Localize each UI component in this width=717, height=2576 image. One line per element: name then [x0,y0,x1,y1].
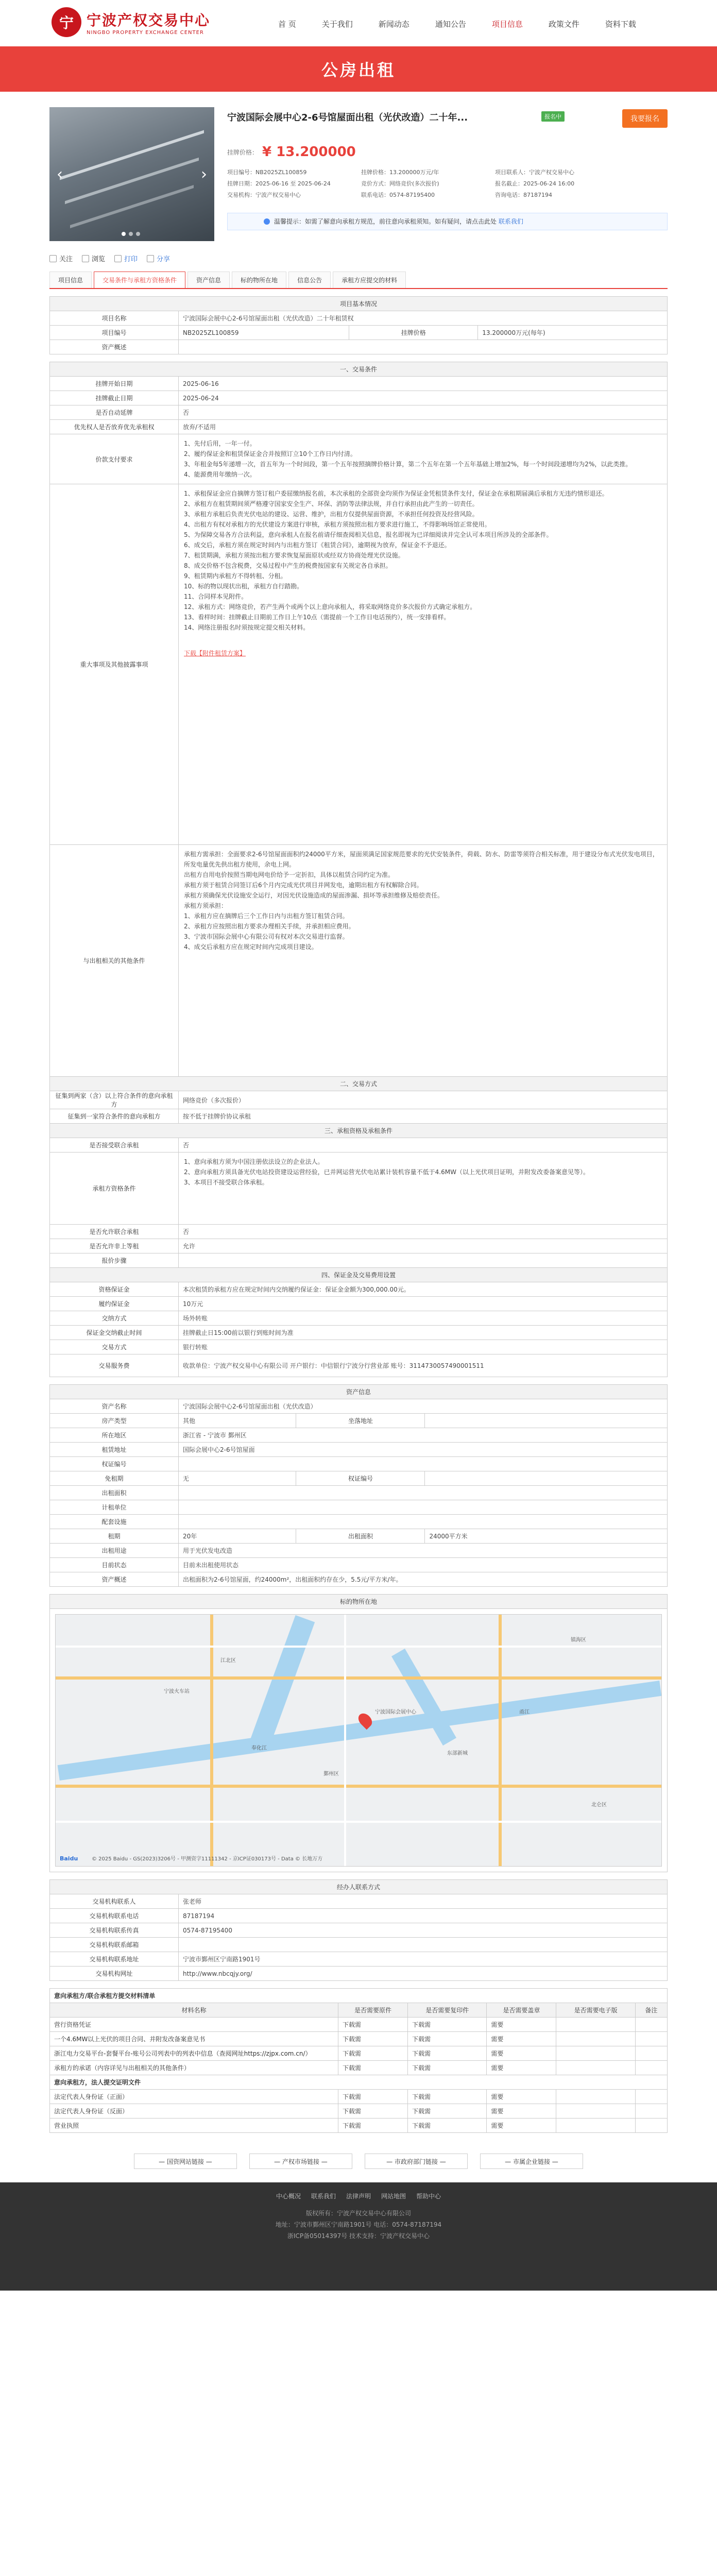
footer-link[interactable]: 帮助中心 [416,2193,441,2200]
nav-download[interactable]: 资料下载 [605,20,636,29]
star-icon [49,255,57,262]
table-row [50,2119,668,2133]
field-value [179,1938,668,1952]
apply-button[interactable]: 我要报名 [622,109,668,128]
field-label: 权证编号 [50,1457,179,1471]
cell: 下载需 [338,2018,408,2032]
photo-gallery[interactable] [49,107,214,241]
field-label: 报价步骤 [50,1253,179,1268]
road [210,1615,213,1867]
field-label: 挂牌价格 [349,326,478,340]
text-line: 5、为保障交易各方合法利益，意向承租人在报名前请仔细查阅相关信息，报名即视为已详细阅读并完全认可本项目所涉及的全部条件。 [184,531,553,538]
road [499,1615,502,1867]
gallery-dot[interactable] [136,232,140,236]
cell [556,2032,635,2046]
field-value[interactable]: http://www.nbcqjy.org/ [179,1967,668,1981]
field-value [179,1515,668,1529]
cell: 下载需 [338,2046,408,2061]
field-label: 资格保证金 [50,1282,179,1297]
map-label: 镇海区 [571,1637,586,1643]
field-value: 银行转账 [179,1340,668,1354]
field-value: 张老师 [179,1894,668,1909]
print-label: 打印 [124,256,138,263]
field-value: 24000平方米 [425,1529,668,1544]
info-icon [264,218,270,225]
basic-info-table [49,296,668,354]
field-label: 承租方资格条件 [50,1153,179,1225]
field-label: 与出租相关的其他条件 [50,845,179,1077]
field-value: 2025-06-16 [179,377,668,391]
notice-bar [227,213,668,230]
nav-about[interactable]: 关于我们 [321,20,353,29]
table-row [50,2090,668,2104]
field-label: 征集到一家符合条件的意向承租方 [50,1109,179,1124]
cell: 浙江电力交易平台-套餐平台-账号公司列表中的列表中信息（查阅网址https://zjpx.com.cn/） [50,2046,338,2061]
meta-item: 挂牌价格：13.200000万元/年 [361,169,439,176]
field-value: 收款单位：宁波产权交易中心有限公司 开户银行：中信银行宁波分行营业部 账号：3114730057490001511 [179,1354,668,1377]
meta-item: 挂牌日期：2025-06-16 至 2025-06-24 [227,180,331,187]
text-line: 承租方须于租赁合同签订后6个月内完成光伏项目并网发电，逾期出租方有权解除合同。 [184,882,423,889]
cell: 下载需 [408,2104,487,2119]
meta-item: 竞价方式：网络竞价(多次报价) [361,180,439,187]
cell [635,2046,667,2061]
text-line: 3、年租金每5年递增一次，首五年为一个时间段，第一个五年按照摘牌价格计算，第二个五年在第一个五年基础上增加2%，每一个时间段递增均为2%，以此类推。 [184,461,632,468]
main-nav [278,19,662,29]
nav-home[interactable]: 首 页 [278,20,296,29]
location-table [49,1594,668,1872]
column-header: 备注 [635,2003,667,2018]
section-title: 一、交易条件 [50,362,668,377]
logo-title: 宁波产权交易中心 [87,11,211,29]
cell: 营业执照 [50,2119,338,2133]
project-info [227,107,668,199]
view-label: 浏览 [92,256,106,263]
section-title: 资产信息 [50,1385,668,1399]
follow-button[interactable] [49,253,73,263]
cell: 需要 [487,2104,556,2119]
gallery-next-icon[interactable]: › [201,165,207,183]
cell: 法定代表人身份证（正面） [50,2090,338,2104]
field-value: 20年 [179,1529,296,1544]
text-line: 3、宁波市国际会展中心有限公司有权对本次交易进行监督。 [184,933,349,940]
field-value: 2025-06-24 [179,391,668,405]
gallery-dots [122,232,143,236]
cell: 下载需 [338,2032,408,2046]
field-label: 资产概述 [50,340,179,354]
location-map[interactable] [55,1614,662,1867]
qualification-text [179,1153,668,1225]
cell [635,2119,667,2133]
field-value: 否 [179,1225,668,1239]
tab-location[interactable]: 标的物所在地 [232,272,286,288]
nav-policy[interactable]: 政策文件 [548,20,579,29]
road [344,1615,346,1867]
road [56,1676,662,1680]
map-label: 宁波火车站 [164,1689,190,1694]
status-badge: 报名中 [541,111,565,122]
nav-news[interactable]: 新闻动态 [378,20,409,29]
cell: 下载需 [338,2061,408,2075]
column-header: 是否需要盖章 [487,2003,556,2018]
view-button[interactable] [82,253,105,263]
meta-item: 交易机构：宁波产权交易中心 [227,192,301,198]
field-value: 0574-87195400 [179,1923,668,1938]
field-value: 国际会展中心2-6号馆屋面 [179,1443,668,1457]
logo-mark-icon: 宁 [52,7,81,37]
map-copyright: © 2025 Baidu - GS(2023)3206号 - 甲测资字11111342 - 京ICP证030173号 - Data © 长地万方 [92,1856,323,1862]
logo-subtitle: NINGBO PROPERTY EXCHANGE CENTER [87,29,204,36]
map-provider-logo: Baidu [60,1855,78,1862]
text-line: 2、意向承租方须具备光伏电站投资建设运营经验，已并网运营光伏电站累计装机容量不低于4.6MW（以上光伏项目证明，并附发改委备案意见等）。 [184,1168,589,1176]
field-label: 交易方式 [50,1340,179,1354]
field-value [179,1457,668,1471]
field-value: NB2025ZL100859 [179,326,349,340]
tab-announcement[interactable]: 信息公告 [288,272,331,288]
field-value: 场外转账 [179,1311,668,1326]
field-label: 计租单位 [50,1500,179,1515]
field-label: 房产类型 [50,1414,179,1428]
cell: 下载需 [408,2046,487,2061]
field-label: 免租期 [50,1471,179,1486]
field-label: 重大事项及其他披露事项 [50,484,179,845]
map-label: 北仑区 [591,1802,607,1808]
field-label: 交易机构联系电话 [50,1909,179,1923]
market-links-select[interactable]: — 产权市场链接 — [249,2154,352,2169]
map-label: 江北区 [220,1658,236,1664]
field-label: 优先权人是否放弃优先承租权 [50,420,179,434]
map-label: 奉化江 [251,1745,267,1751]
action-bar [49,253,668,263]
share-label: 分享 [157,256,170,263]
cell [635,2061,667,2075]
cell: 需要 [487,2119,556,2133]
text-line: 4、出租方有权对承租方的光伏建设方案进行审核，承租方须按照出租方要求进行施工，不得影响场馆正常使用。 [184,521,491,528]
field-value: 出租面积为2-6号馆屋面，约24000m²，出租面积约存在少，5.5元/平方米/年。 [179,1572,668,1587]
text-line: 1、意向承租方须为中国注册依法设立的企业法人。 [184,1158,324,1165]
road [56,1821,662,1823]
cell: 需要 [487,2032,556,2046]
cell: 下载需 [338,2119,408,2133]
gallery-dot[interactable] [129,232,133,236]
cell [635,2032,667,2046]
text-line: 7、租赁期满，承租方须按出租方要求恢复屋面原状或经双方协商处理光伏设施。 [184,552,404,559]
road [56,1646,662,1648]
city-links-select[interactable]: — 市政府部门链接 — [365,2154,468,2169]
field-label: 交易机构联系人 [50,1894,179,1909]
payment-terms [179,434,668,484]
field-value: 宁波国际会展中心2-6号馆屋面出租（光伏改造） [179,1399,668,1414]
footer-link[interactable]: 法律声明 [346,2193,371,2200]
field-label: 权证编号 [296,1471,425,1486]
field-label: 是否自动延牌 [50,405,179,420]
site-logo[interactable] [52,7,210,37]
banner-title: 公房出租 [321,60,396,80]
field-value: 按不低于挂牌价协议承租 [179,1109,668,1124]
meta-item: 项目联系人：宁波产权交易中心 [495,169,574,176]
text-line: 2、承租方应按照出租方要求办理相关手续，并承担相应费用。 [184,923,355,930]
cell [635,2018,667,2032]
field-label: 出租用途 [50,1544,179,1558]
field-label: 出租面积 [296,1529,425,1544]
text-line: 2、履约保证金和租赁保证金合并按照订立10个工作日内付清。 [184,450,356,457]
text-line: 14、网络注册报名时须按规定提交相关材料。 [184,624,310,631]
field-value: 放弃/不适用 [179,420,668,434]
field-label: 资产概述 [50,1572,179,1587]
footer-line: 浙ICP备05014397号 技术支持：宁波产权交易中心 [287,2232,430,2240]
cell: 下载需 [338,2090,408,2104]
text-line: 1、承租方应在摘牌后三个工作日内与出租方签订租赁合同。 [184,912,349,920]
text-line: 13、看样时间：挂牌截止日期前工作日上午10点（需提前一个工作日电话预约），统一安排看样。 [184,614,450,621]
field-label: 配套设施 [50,1515,179,1529]
field-label: 出租面积 [50,1486,179,1500]
meta-item: 项目编号：NB2025ZL100859 [227,169,307,176]
nav-notice[interactable]: 通知公告 [435,20,466,29]
field-label: 是否接受联合承租 [50,1138,179,1153]
cell [556,2018,635,2032]
section-title: 标的物所在地 [50,1595,668,1609]
cell: 需要 [487,2061,556,2075]
text-line: 3、承租方承租后负责光伏电站的建设、运营、维护，出租方仅提供屋面资源，不承担任何投资及经营风险。 [184,511,479,518]
cell: 一个4.6MW以上光伏的项目合同、并附发改备案意见书 [50,2032,338,2046]
road [56,1785,662,1788]
tab-project-info[interactable]: 项目信息 [49,272,92,288]
text-line: 4、成交后承租方应在规定时间内完成项目建设。 [184,943,318,951]
print-icon [114,255,122,262]
cell [556,2104,635,2119]
field-value: 10万元 [179,1297,668,1311]
field-label: 所在地区 [50,1428,179,1443]
cell: 下载需 [408,2061,487,2075]
detail-tabs [49,272,668,289]
text-line: 12、承租方式：网络竞价，若产生两个或两个以上意向承租人，将采取网络竞价多次报价方式确定承租方。 [184,603,476,611]
trade-conditions-table [49,362,668,1377]
map-label: 鄞州区 [323,1771,339,1777]
text-line: 出租方自用电价按照当期电网电价给予一定折扣，具体以租赁合同约定为准。 [184,871,395,878]
gov-links-select[interactable]: — 国资网站链接 — [134,2154,237,2169]
materials-subtitle: 意向承租方，法人提交证明文件 [50,2075,668,2090]
section-title: 经办人联系方式 [50,1880,668,1894]
field-label: 项目名称 [50,311,179,326]
text-line: 1、先付后用，一年一付。 [184,440,256,447]
footer-line: 版权所有：宁波产权交易中心有限公司 [305,2210,411,2217]
field-label: 履约保证金 [50,1297,179,1311]
section-title: 四、保证金及交易费用设置 [50,1268,668,1282]
field-label: 目前状态 [50,1558,179,1572]
cell: 下载需 [408,2119,487,2133]
field-label: 保证金交纳截止时间 [50,1326,179,1340]
field-label: 交易机构联系邮箱 [50,1938,179,1952]
footer-link[interactable]: 联系我们 [311,2193,336,2200]
column-header: 材料名称 [50,2003,338,2018]
cell [556,2061,635,2075]
field-value: 本次租赁的承租方应在规定时间内交纳履约保证金：保证金金额为300,000.00元。 [179,1282,668,1297]
section-title: 二、交易方式 [50,1077,668,1091]
asset-info-table [49,1384,668,1587]
table-row [50,2032,668,2046]
column-header: 是否需要复印件 [408,2003,487,2018]
site-header [0,0,717,46]
footer-link[interactable]: 网站地图 [381,2193,406,2200]
field-value: 无 [179,1471,296,1486]
river [250,1615,315,1748]
field-value: 其他 [179,1414,296,1428]
map-label: 东部新城 [447,1751,468,1756]
cell: 营行资格凭证 [50,2018,338,2032]
enterprise-links-select[interactable]: — 市属企业链接 — [480,2154,583,2169]
text-line: 1、承租保证金应自摘牌方签订租户委屈缴纳报名前，本次承租的全部资金均须作为保证金凭租赁条件支付，保证金在承租期届满后承租方无违约情形退还。 [184,490,608,497]
text-line: 8、成交价格不包含税费，交易过程中产生的税费按国家有关规定各自承担。 [184,562,392,569]
field-value [425,1471,668,1486]
contact-table [49,1879,668,1981]
section-title: 项目基本情况 [50,297,668,311]
field-value [179,1486,668,1500]
field-value: 挂牌截止日15:00前以银行到账时间为准 [179,1326,668,1340]
attachment-link[interactable]: 下载【附件租赁方案】 [184,650,246,657]
field-value: 用于光伏发电改造 [179,1544,668,1558]
field-value [425,1414,668,1428]
page-banner [0,46,717,92]
text-line: 10、标的物以现状出租，承租方自行踏勘。 [184,583,303,590]
field-value [179,1500,668,1515]
cell [556,2090,635,2104]
section-title: 三、承租资格及承租条件 [50,1124,668,1138]
gallery-dot[interactable] [122,232,126,236]
field-value: 否 [179,1138,668,1153]
gallery-prev-icon[interactable]: ‹ [57,165,63,183]
notice-text: 温馨提示：如需了解意向承租方规范，前往意向承租须知。如有疑问，请点击此处 [274,218,497,225]
project-meta [227,168,668,199]
cell: 下载需 [408,2090,487,2104]
field-value [179,340,668,354]
cell: 下载需 [408,2032,487,2046]
field-value: 宁波市鄞州区宁南路1901号 [179,1952,668,1967]
cell [556,2119,635,2133]
field-value: 13.200000万元(每年) [478,326,668,340]
tab-trade-conditions[interactable]: 交易条件与承租方资格条件 [94,272,185,288]
field-label: 交易机构联系地址 [50,1952,179,1967]
tab-materials[interactable]: 承租方应提交的材料 [333,272,406,288]
table-row [50,2104,668,2119]
tab-asset-info[interactable]: 资产信息 [187,272,230,288]
field-value: 宁波国际会展中心2-6号馆屋面出租（光伏改造）二十年租赁权 [179,311,668,326]
field-label: 资产名称 [50,1399,179,1414]
cell: 法定代表人身份证（反面） [50,2104,338,2119]
field-label: 是否允许联合承租 [50,1225,179,1239]
cell: 需要 [487,2018,556,2032]
eye-icon [82,255,89,262]
follow-label: 关注 [59,256,73,263]
project-summary [49,107,668,241]
field-value [179,1253,668,1268]
text-line: 11、合同样本见附件。 [184,593,248,600]
text-line: 承租方须确保光伏设施安全运行，对因光伏设施造成的屋面渗漏、损坏等承担维修及赔偿责任。 [184,892,444,899]
column-header: 是否需要电子版 [556,2003,635,2018]
field-value: 浙江省 - 宁波市 鄞州区 [179,1428,668,1443]
lease-conditions [179,845,668,1077]
field-value: 87187194 [179,1909,668,1923]
text-line: 9、租赁期内承租方不得转租、分租。 [184,572,287,580]
text-line: 6、成交后，承租方须在规定时间内与出租方签订《租赁合同》，逾期视为放弃，保证金不予退还。 [184,541,451,549]
field-label: 是否允许非上等租 [50,1239,179,1253]
field-label: 交易机构联系传真 [50,1923,179,1938]
price-label: 挂牌价格： [227,148,259,156]
table-row [50,2046,668,2061]
meta-item: 咨询电话：87187194 [495,192,552,198]
table-row [50,2018,668,2032]
map-label: 甬江 [519,1709,530,1715]
cell [556,2046,635,2061]
text-line: 4、能源费用年缴纳一次。 [184,471,256,478]
cell: 下载需 [338,2104,408,2119]
field-label: 价款支付要求 [50,434,179,484]
text-line: 承租方需承担：全面要求2-6号馆屋面面积约24000平方米，屋面须满足国家规范要求的光伏安装条件，荷载、防水、防雷等须符合相关标准，用于建设分布式光伏发电项目，所发电量优先供出租方使用，余电上网。 [184,851,659,868]
field-label: 租期 [50,1529,179,1544]
text-line: 3、本项目不接受联合体承租。 [184,1179,268,1186]
field-label: 挂牌截止日期 [50,391,179,405]
materials-table [49,1988,668,2133]
field-label: 交易服务费 [50,1354,179,1377]
field-value: 否 [179,405,668,420]
cell [635,2104,667,2119]
field-label: 租赁地址 [50,1443,179,1457]
price-value: ¥ 13.200000 [262,144,356,160]
cell: 下载需 [408,2018,487,2032]
table-row [50,2061,668,2075]
share-button[interactable] [147,253,170,263]
cell: 需要 [487,2046,556,2061]
text-line: 承租方须承担： [184,902,228,909]
map-label: 宁波国际会展中心 [375,1709,416,1715]
cell: 需要 [487,2090,556,2104]
field-value: 目前未出租使用状态 [179,1558,668,1572]
text-line: 2、承租方在租赁期间须严格遵守国家安全生产、环保、消防等法律法规，并自行承担由此产生的一切责任。 [184,500,479,507]
field-label: 征集到两家（含）以上符合条件的意向承租方 [50,1091,179,1109]
field-label: 交纳方式 [50,1311,179,1326]
field-label: 项目编号 [50,326,179,340]
cell: 承租方的承诺（内容详见与出租相关的其他条件） [50,2061,338,2075]
project-title: 宁波国际会展中心2-6号馆屋面出租（光伏改造）二十年... [227,112,468,123]
meta-item: 报名截止：2025-06-24 16:00 [495,180,575,187]
column-header: 是否需要原件 [338,2003,408,2018]
field-label: 交易机构网址 [50,1967,179,1981]
footer-link-selects [49,2154,668,2169]
field-value: 网络竞价（多次报价） [179,1091,668,1109]
disclosure-text [179,484,668,845]
print-button[interactable] [114,253,138,263]
site-footer [0,2182,717,2291]
field-value: 允许 [179,1239,668,1253]
share-icon [147,255,154,262]
meta-item: 联系电话：0574-87195400 [361,192,435,198]
field-label: 挂牌开始日期 [50,377,179,391]
river [58,1681,662,1781]
materials-title: 意向承租方/联合承租方提交材料清单 [50,1989,668,2003]
field-label: 坐落地址 [296,1414,425,1428]
cell [635,2090,667,2104]
nav-projects[interactable]: 项目信息 [491,20,523,29]
footer-line: 地址：宁波市鄞州区宁南路1901号 电话：0574-87187194 [275,2221,442,2228]
contact-link[interactable]: 联系我们 [498,218,523,225]
footer-link[interactable]: 中心概况 [276,2193,301,2200]
